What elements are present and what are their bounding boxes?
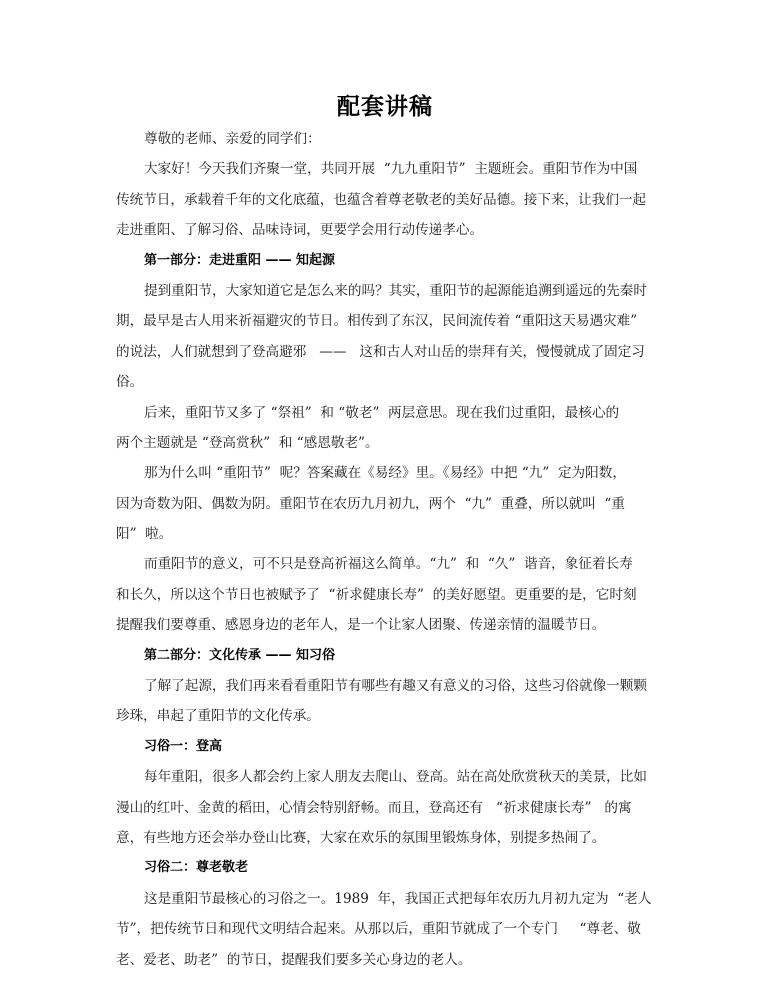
section-heading: 习俗一：登高 <box>144 738 223 754</box>
text-line: 提醒我们要尊重、感恩身边的老年人，是一个让家人团聚、传递亲情的温暖节日。 <box>116 617 606 634</box>
text-line: 的说法，人们就想到了登高避邪 —— 这和古人对山岳的崇拜有关，慢慢就成了固定习 <box>116 343 645 360</box>
text-line: 后来，重阳节又多了 “祭祖” 和 “敬老” 两层意思。现在我们过重阳，最核心的 <box>144 404 620 421</box>
text-line: 节”，把传统节日和现代文明结合起来。从那以后，重阳节就成了一个专门 “尊老、敬 <box>116 921 641 938</box>
text-line: 提到重阳节，大家知道它是怎么来的吗？其实，重阳节的起源能追溯到遥远的先秦时 <box>144 282 647 299</box>
text-line: 因为奇数为阳、偶数为阴。重阳节在农历九月初九，两个 “九” 重叠，所以就叫 “重 <box>116 495 625 512</box>
text-line: 传统节日，承载着千年的文化底蕴，也蕴含着尊老敬老的美好品德。接下来，让我们一起 <box>116 191 647 208</box>
text-line: 阳” 啦。 <box>116 526 173 543</box>
page-title: 配套讲稿 <box>337 94 433 120</box>
text-line: 两个主题就是 “登高赏秋” 和 “感恩敬老”。 <box>116 434 379 451</box>
text-line: 意，有些地方还会举办登山比赛，大家在欢乐的氛围里锻炼身体，别提多热闹了。 <box>116 829 606 846</box>
text-line: 漫山的红叶、金黄的稻田，心情会特别舒畅。而且，登高还有 “祈求健康长寿” 的寓 <box>116 799 632 816</box>
text-line: 那为什么叫 “重阳节” 呢？答案藏在《易经》里。《易经》中把 “九” 定为阳数， <box>144 465 626 482</box>
text-line: 期，最早是古人用来祈福避灾的节日。相传到了东汉，民间流传着 “重阳这天易遇灾难” <box>116 313 638 330</box>
section-heading: 习俗二：尊老敬老 <box>144 860 249 876</box>
section-heading: 第二部分：文化传承 —— 知习俗 <box>144 647 336 663</box>
text-line: 老、爱老、助老” 的节日，提醒我们要多关心身边的老人。 <box>116 951 472 968</box>
text-line: 和长久，所以这个节日也被赋予了 “祈求健康长寿” 的美好愿望。更重要的是，它时刻 <box>116 586 637 603</box>
text-line: 尊敬的老师、亲爱的同学们： <box>144 131 321 147</box>
text-line: 而重阳节的意义，可不只是登高祈福这么简单。“九” 和 “久” 谐音，象征着长寿 <box>144 556 633 573</box>
text-line: 每年重阳，很多人都会约上家人朋友去爬山、登高。站在高处欣赏秋天的美景，比如 <box>144 769 647 786</box>
text-line: 俗。 <box>116 374 144 391</box>
text-line: 珍珠，串起了重阳节的文化传承。 <box>116 708 320 725</box>
text-line: 这是重阳节最核心的习俗之一。1989 年，我国正式把每年农历九月初九定为 “老人 <box>144 890 652 907</box>
text-line: 走进重阳、了解习俗、品味诗词，更要学会用行动传递孝心。 <box>116 222 484 239</box>
section-heading: 第一部分：走进重阳 —— 知起源 <box>144 252 336 268</box>
text-line: 了解了起源，我们再来看看重阳节有哪些有趣又有意义的习俗，这些习俗就像一颗颗 <box>144 678 647 695</box>
document-body <box>116 124 656 975</box>
text-line: 大家好！今天我们齐聚一堂，共同开展 “九九重阳节” 主题班会。重阳节作为中国 <box>144 161 638 178</box>
